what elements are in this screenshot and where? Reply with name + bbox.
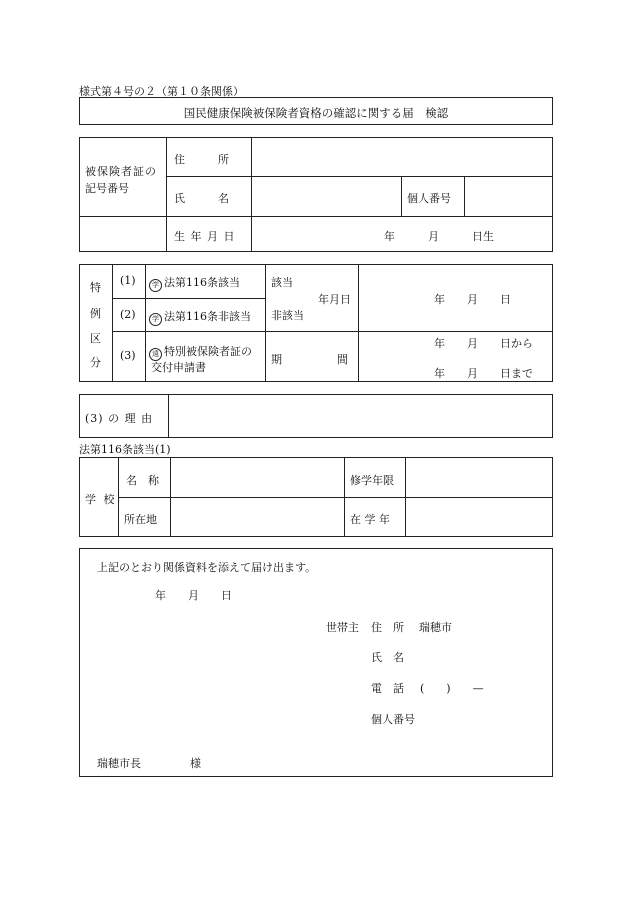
- household-address-label: 住 所: [371, 621, 404, 634]
- row3-number: (3): [120, 349, 136, 362]
- grade-field[interactable]: [407, 499, 551, 535]
- category-date-field[interactable]: 年 月 日: [434, 293, 511, 306]
- row3-text-2: 交付申請書: [151, 361, 206, 374]
- school-label: 学 校: [85, 493, 117, 506]
- school-section-title: 法第116条該当(1): [79, 443, 171, 456]
- category-char-4: 分: [90, 356, 101, 369]
- declaration-statement: 上記のとおり関係資料を添えて届け出ます。: [97, 561, 317, 574]
- birth-date-label: 生 年 月 日: [174, 230, 236, 243]
- category-char-3: 区: [90, 332, 101, 345]
- row2-number: (2): [120, 308, 136, 321]
- household-personal-number-label: 個人番号: [371, 713, 415, 726]
- date-label: 年月日: [318, 293, 351, 306]
- household-name-label: 氏 名: [371, 651, 404, 664]
- declaration-box: [79, 548, 553, 777]
- school-name-label: 名 称: [126, 474, 159, 487]
- birth-date-field[interactable]: 年 月 日生: [384, 230, 494, 243]
- grade-label: 在 学 年: [350, 513, 390, 526]
- category-char-2: 例: [90, 307, 101, 320]
- period-label: 期 間: [271, 353, 348, 366]
- reason-label: (3) の 理 由: [85, 412, 154, 425]
- name-label: 氏 名: [174, 192, 229, 205]
- period-from-field[interactable]: 年 月 日から: [434, 337, 533, 350]
- household-phone-label: 電 話: [371, 682, 404, 695]
- cert-number-label: 被保険者証の: [85, 165, 157, 178]
- mayor-label: 瑞穂市長: [97, 757, 141, 770]
- school-location-field[interactable]: [172, 499, 342, 535]
- form-id: 様式第４号の２（第１０条関係）: [79, 85, 244, 98]
- page-title: 国民健康保険被保険者資格の確認に関する届 検認: [183, 106, 449, 120]
- study-years-label: 修学年限: [350, 474, 394, 487]
- gaku-badge-icon: 学: [149, 279, 162, 292]
- address-field[interactable]: [253, 139, 551, 175]
- en-badge-icon: 遠: [149, 348, 162, 361]
- row3-text: 特別被保険者証の: [164, 345, 252, 358]
- reason-field[interactable]: [170, 396, 551, 436]
- not-applicable-label: 非該当: [271, 309, 304, 322]
- gaku-badge-icon: 学: [149, 313, 162, 326]
- household-phone-field[interactable]: ( ) —: [420, 682, 484, 695]
- household-head-label: 世帯主: [326, 621, 359, 634]
- row2-option[interactable]: [149, 308, 251, 326]
- personal-number-label: 個人番号: [407, 192, 451, 205]
- name-field[interactable]: [253, 178, 399, 214]
- row2-text: 法第116条非該当: [164, 310, 251, 323]
- cert-number-label-2: 記号番号: [85, 182, 129, 195]
- school-location-label: 所在地: [124, 513, 157, 526]
- period-to-field[interactable]: 年 月 日まで: [434, 367, 533, 380]
- row1-number: (1): [120, 274, 136, 287]
- title-box: [79, 97, 553, 125]
- honorific: 様: [190, 757, 201, 770]
- applicable-label: 該当: [271, 276, 293, 289]
- study-years-field[interactable]: [407, 459, 551, 495]
- row1-text: 法第116条該当: [164, 276, 240, 289]
- household-city: 瑞穂市: [419, 621, 452, 634]
- personal-number-field[interactable]: [466, 178, 551, 214]
- row1-option[interactable]: [149, 274, 240, 292]
- declaration-date-field[interactable]: 年 月 日: [155, 589, 232, 602]
- school-name-field[interactable]: [172, 459, 342, 495]
- address-label: 住 所: [174, 153, 229, 166]
- category-char-1: 特: [90, 281, 101, 294]
